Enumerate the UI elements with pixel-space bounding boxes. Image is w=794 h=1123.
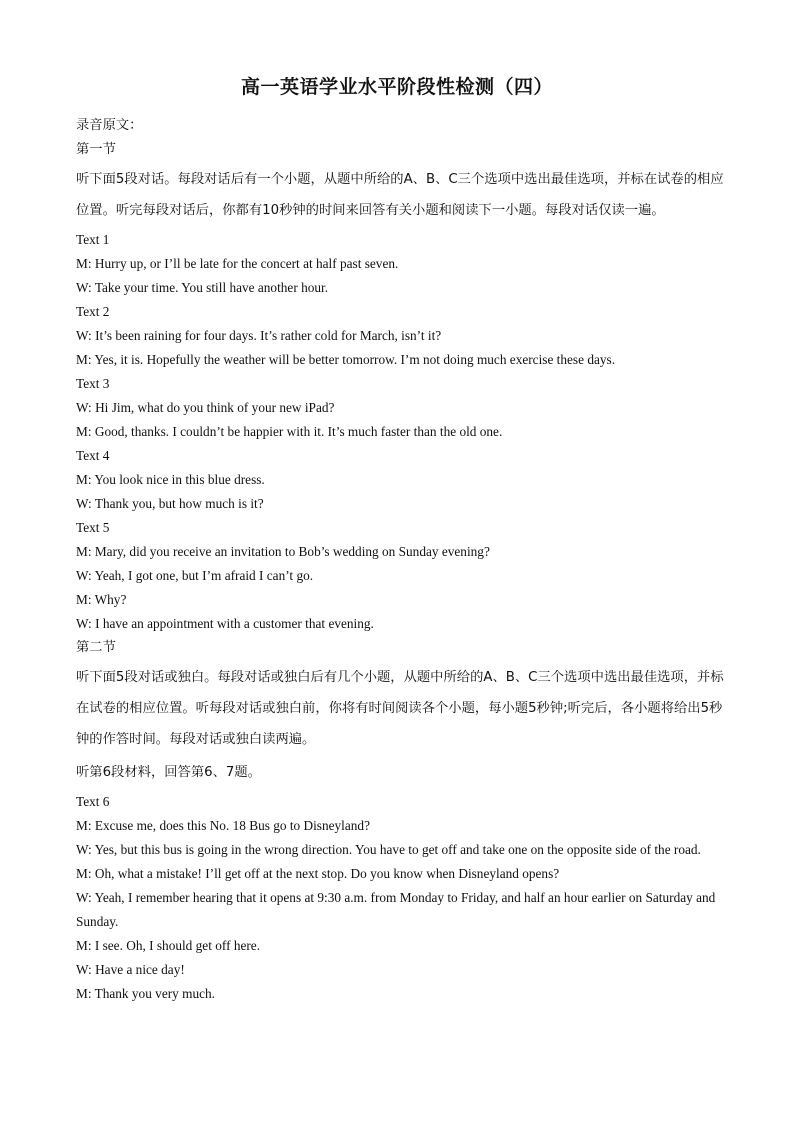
section2-instructions: 听下面5段对话或独白。每段对话或独白后有几个小题，从题中所给的A、B、C三个选项中选出最佳选项，并标在试卷的相应位置。听每段对话或独白前，你将有时间阅读各个小题，每小题5秒钟;听完后，各小题将给出5秒钟的作答时间。每段对话或独白读两遍。 bbox=[76, 670, 724, 747]
text6-line: W: Yes, but this bus is going in the wrong direction. You have to get off and take one on the opposite side of the road. bbox=[76, 842, 701, 857]
text5-line: M: Mary, did you receive an invitation to Bob’s wedding on Sunday evening? bbox=[76, 544, 490, 559]
text6-label: Text 6 bbox=[76, 794, 110, 809]
section2-heading: 第二节 bbox=[76, 640, 116, 655]
text6-line: W: Have a nice day! bbox=[76, 962, 185, 977]
text2-label: Text 2 bbox=[76, 304, 110, 319]
text1-label: Text 1 bbox=[76, 232, 110, 247]
text1-line: W: Take your time. You still have another hour. bbox=[76, 280, 329, 295]
section2-prompt: 听第6段材料，回答第6、7题。 bbox=[76, 765, 261, 780]
page-title: 高一英语学业水平阶段性检测（四） bbox=[240, 76, 553, 98]
text2-line: W: It’s been raining for four days. It’s rather cold for March, isn’t it? bbox=[76, 328, 442, 343]
section1-instructions: 听下面5段对话。每段对话后有一个小题，从题中所给的A、B、C三个选项中选出最佳选项，并标在试卷的相应位置。听完每段对话后，你都有10秒钟的时间来回答有关小题和阅读下一小题。每段对话仅读一遍。 bbox=[76, 172, 724, 218]
text6-line: M: Oh, what a mistake! I’ll get off at the next stop. Do you know when Disneyland opens? bbox=[76, 866, 560, 881]
transcript-label: 录音原文： bbox=[76, 118, 143, 133]
text5-label: Text 5 bbox=[76, 520, 110, 535]
text3-label: Text 3 bbox=[76, 376, 110, 391]
text5-line: W: I have an appointment with a customer that evening. bbox=[76, 616, 374, 631]
text6-line: M: Excuse me, does this No. 18 Bus go to Disneyland? bbox=[76, 818, 370, 833]
text6-line: W: Yeah, I remember hearing that it opens at 9:30 a.m. from Monday to Friday, and half an hour earlier on Saturday and Sunday. bbox=[76, 890, 716, 929]
document-body bbox=[76, 114, 726, 1006]
text4-line: W: Thank you, but how much is it? bbox=[76, 496, 264, 511]
text3-line: M: Good, thanks. I couldn’t be happier with it. It’s much faster than the old one. bbox=[76, 424, 503, 439]
text4-line: M: You look nice in this blue dress. bbox=[76, 472, 265, 487]
text2-line: M: Yes, it is. Hopefully the weather will be better tomorrow. I’m not doing much exercise these days. bbox=[76, 352, 616, 367]
text3-line: W: Hi Jim, what do you think of your new iPad? bbox=[76, 400, 335, 415]
text5-line: M: Why? bbox=[76, 592, 127, 607]
text5-line: W: Yeah, I got one, but I’m afraid I can’t go. bbox=[76, 568, 314, 583]
section1-heading: 第一节 bbox=[76, 142, 116, 157]
text6-line: M: Thank you very much. bbox=[76, 986, 215, 1001]
text6-line: M: I see. Oh, I should get off here. bbox=[76, 938, 261, 953]
text1-line: M: Hurry up, or I’ll be late for the concert at half past seven. bbox=[76, 256, 399, 271]
text4-label: Text 4 bbox=[76, 448, 110, 463]
